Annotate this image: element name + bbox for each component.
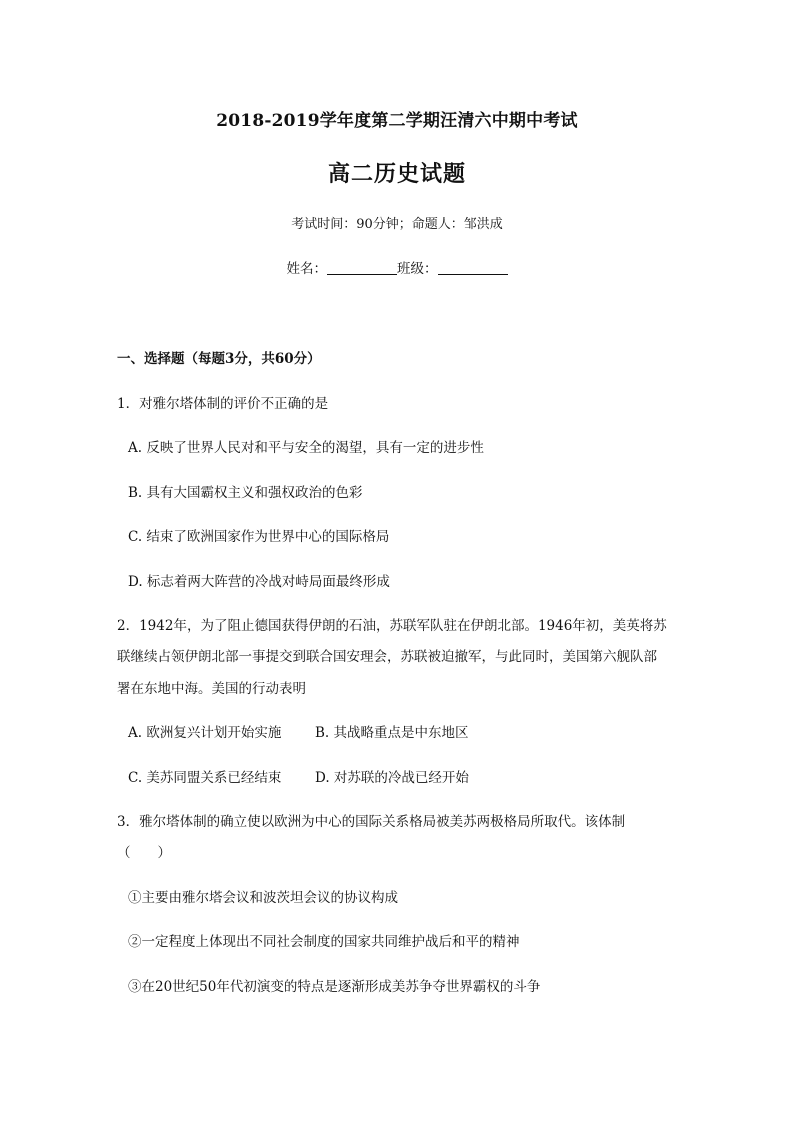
q1-stem: 1．对雅尔塔体制的评价不正确的是 [117,396,329,412]
q3-statement-1: ①主要由雅尔塔会议和波茨坦会议的协议构成 [128,890,398,906]
q1-option-b: B. 具有大国霸权主义和强权政治的色彩 [128,485,363,501]
q2-stem-line2: 联继续占领伊朗北部一事提交到联合国安理会，苏联被迫撤军，与此同时，美国第六舰队部 [117,649,657,665]
q3-stem-line1: 3．雅尔塔体制的确立使以欧洲为中心的国际关系格局被美苏两极格局所取代。该体制 [117,814,626,830]
q3-answer-bracket: （ ） [117,845,171,861]
class-blank[interactable] [438,260,508,275]
student-info-row [0,257,794,277]
q2-stem-line3: 署在东地中海。美国的行动表明 [117,681,306,697]
q2-stem-line1: 2．1942年，为了阻止德国获得伊朗的石油，苏联军队驻在伊朗北部。1946年初，美英将苏 [117,618,667,634]
section-heading: 一、选择题（每题3分，共60分） [117,351,321,367]
q3-statement-3: ③在20世纪50年代初演变的特点是逐渐形成美苏争夺世界霸权的斗争 [128,979,541,995]
q2-option-b: B. 其战略重点是中东地区 [315,725,469,741]
q2-option-c: C. 美苏同盟关系已经结束 [128,770,282,786]
q1-option-a: A. 反映了世界人民对和平与安全的渴望，具有一定的进步性 [128,440,484,456]
q3-statement-2: ②一定程度上体现出不同社会制度的国家共同维护战后和平的精神 [128,934,520,950]
name-label: 姓名： [286,261,327,277]
exam-title: 2018-2019学年度第二学期汪清六中期中考试 [216,111,578,131]
subject-title: 高二历史试题 [327,161,466,187]
class-label: 班级： [397,261,438,277]
q2-option-a: A. 欧洲复兴计划开始实施 [128,725,282,741]
name-blank[interactable] [327,260,397,275]
q2-option-d: D. 对苏联的冷战已经开始 [315,770,469,786]
q1-option-d: D. 标志着两大阵营的冷战对峙局面最终形成 [128,574,390,590]
exam-meta: 考试时间：90分钟；命题人：邹洪成 [291,217,503,232]
q1-option-c: C. 结束了欧洲国家作为世界中心的国际格局 [128,529,390,545]
